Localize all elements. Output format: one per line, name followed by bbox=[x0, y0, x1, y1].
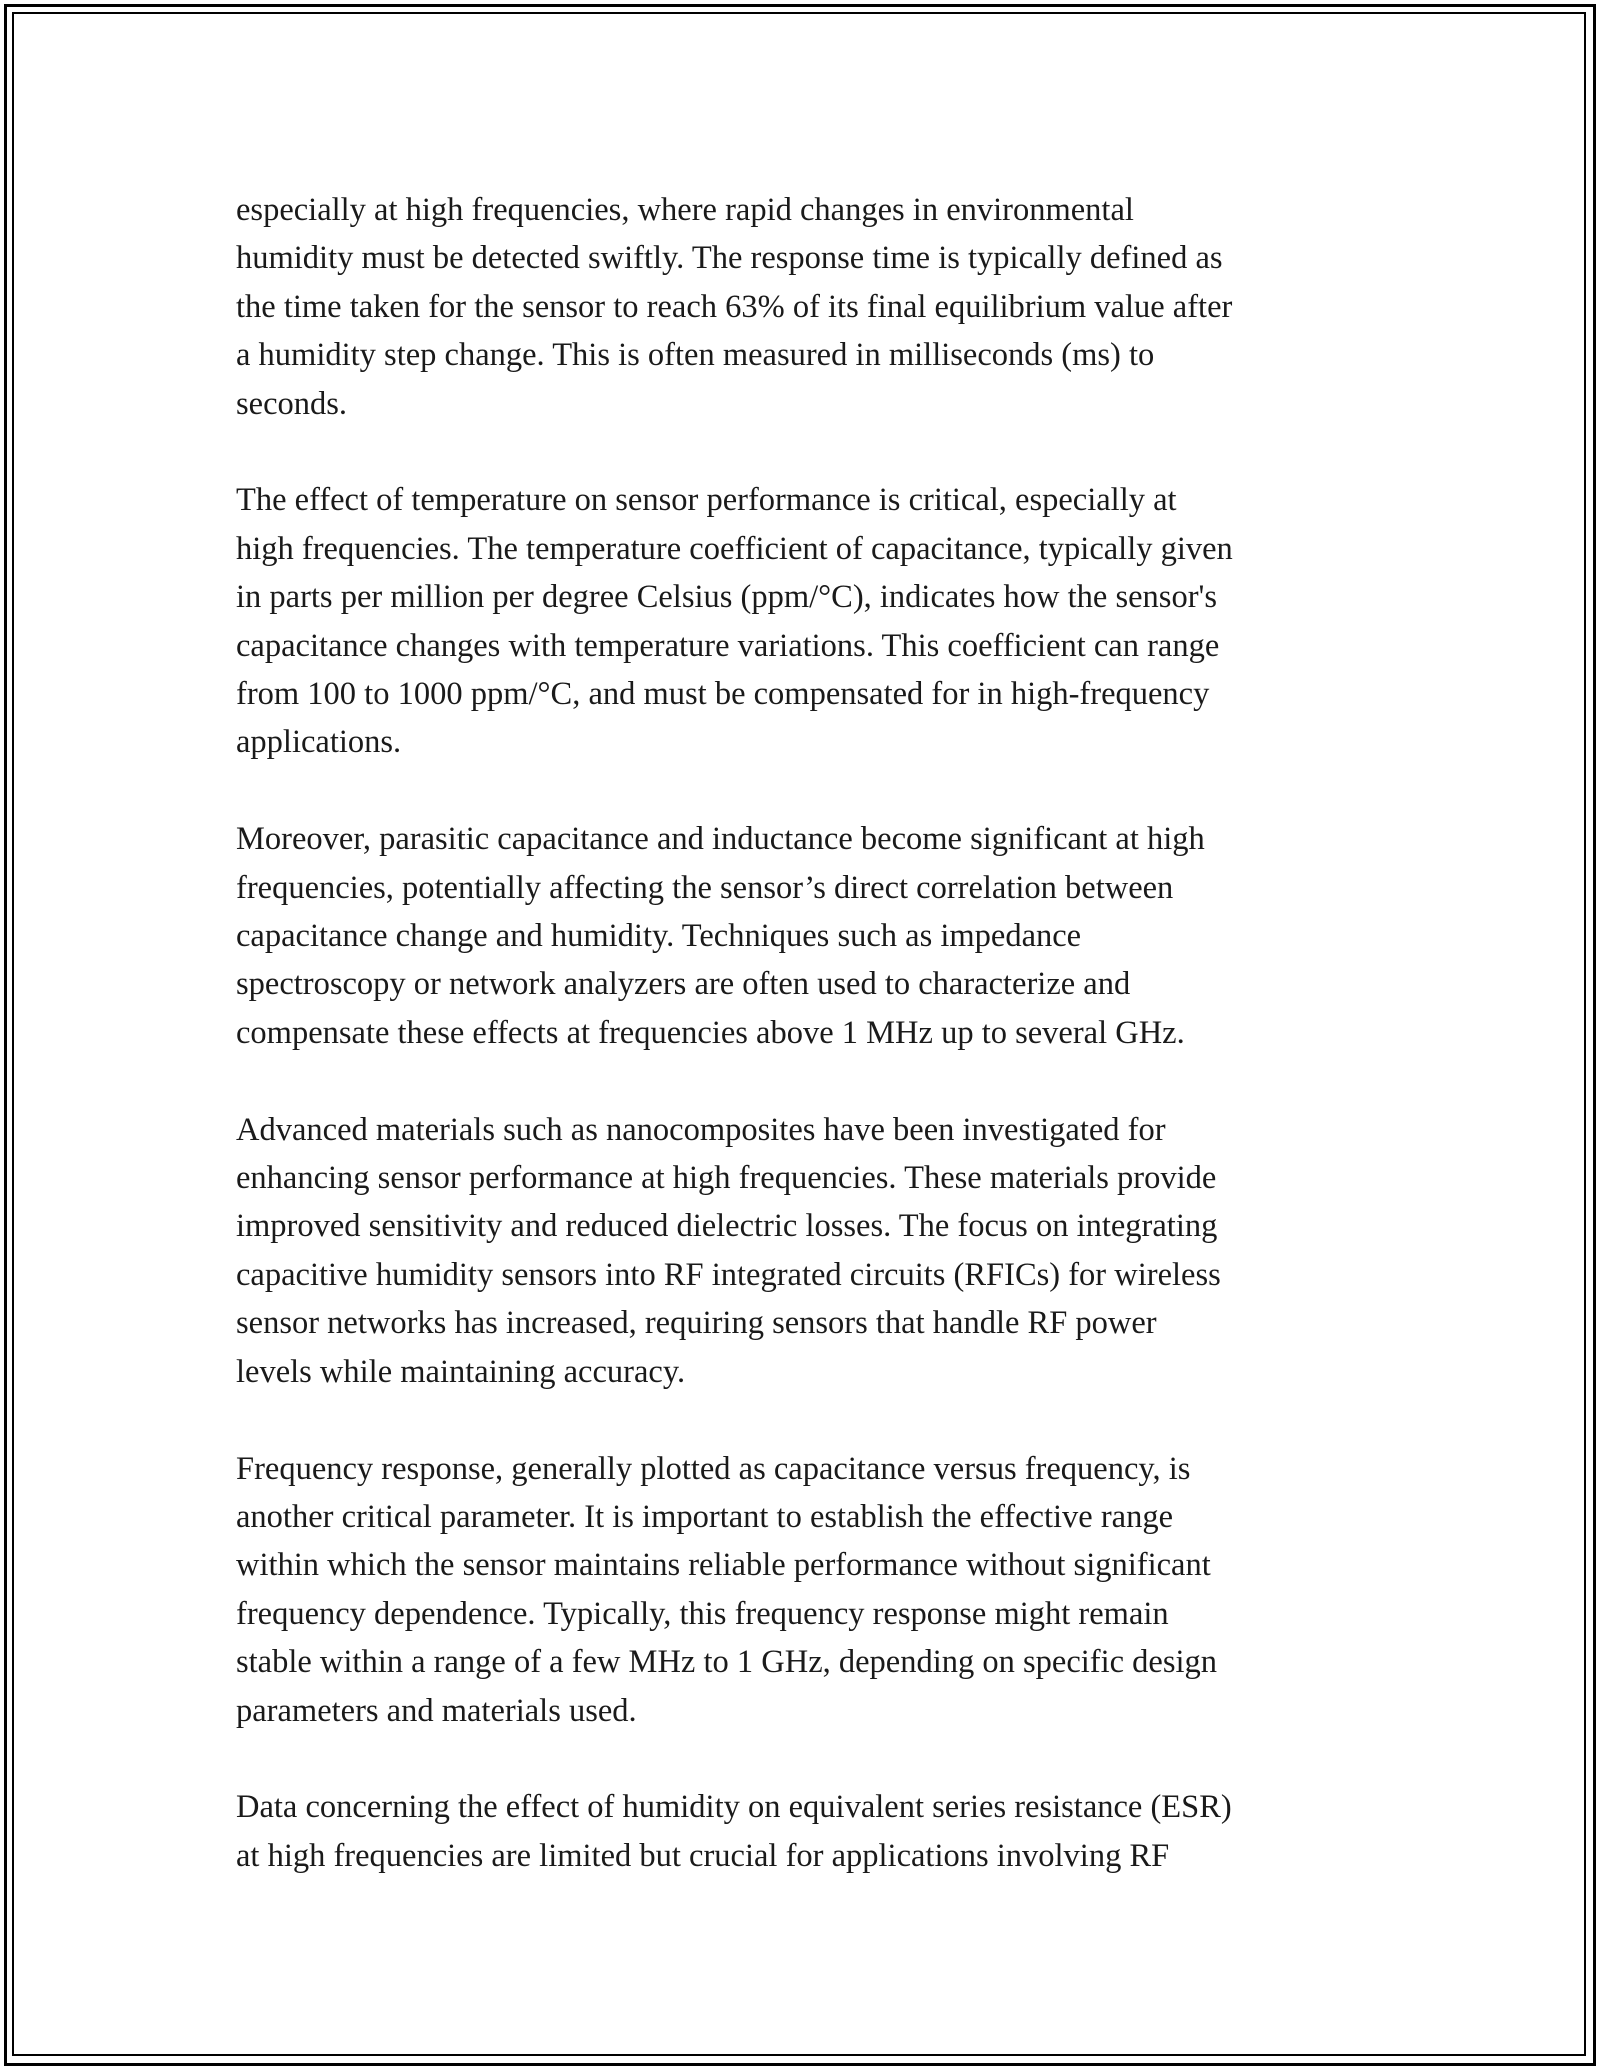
document-body bbox=[236, 186, 1376, 1929]
paragraph-response-time: especially at high frequencies, where rapid changes in environmental humidity must be detected swiftly. The response time is typically defined as the time taken for the sensor to reach 63% of its final equilibrium value after a humidity step change. This is often measured in milliseconds (ms) to seconds. bbox=[236, 192, 1233, 422]
paragraph-parasitic-effects: Moreover, parasitic capacitance and inductance become significant at high frequencies, potentially affecting the sensor’s direct correlation between capacitance change and humidity. Techniques such as impedance spectroscopy or network analyzers are often used to characterize and compensate these effects at frequencies above 1 MHz up to several GHz. bbox=[236, 821, 1205, 1051]
paragraph-temperature-effect: The effect of temperature on sensor performance is critical, especially at high frequencies. The temperature coefficient of capacitance, typically given in parts per million per degree Celsius (ppm/°C), indicates how the sensor's capacitance changes with temperature variations. This coefficient can range from 100 to 1000 ppm/°C, and must be compensated for in high-frequency applications. bbox=[236, 482, 1233, 761]
paragraph-esr-data: Data concerning the effect of humidity on equivalent series resistance (ESR) at high frequencies are limited but crucial for applications involving RF bbox=[236, 1789, 1232, 1874]
paragraph-advanced-materials: Advanced materials such as nanocomposites have been investigated for enhancing sensor performance at high frequencies. These materials provide improved sensitivity and reduced dielectric losses. The focus on integrating capacitive humidity sensors into RF integrated circuits (RFICs) for wireless sensor networks has increased, requiring sensors that handle RF power levels while maintaining accuracy. bbox=[236, 1111, 1221, 1390]
paragraph-frequency-response: Frequency response, generally plotted as capacitance versus frequency, is another critical parameter. It is important to establish the effective range within which the sensor maintains reliable performance without significant frequency dependence. Typically, this frequency response might remain stable within a range of a few MHz to 1 GHz, depending on specific design parameters and materials used. bbox=[236, 1450, 1218, 1729]
